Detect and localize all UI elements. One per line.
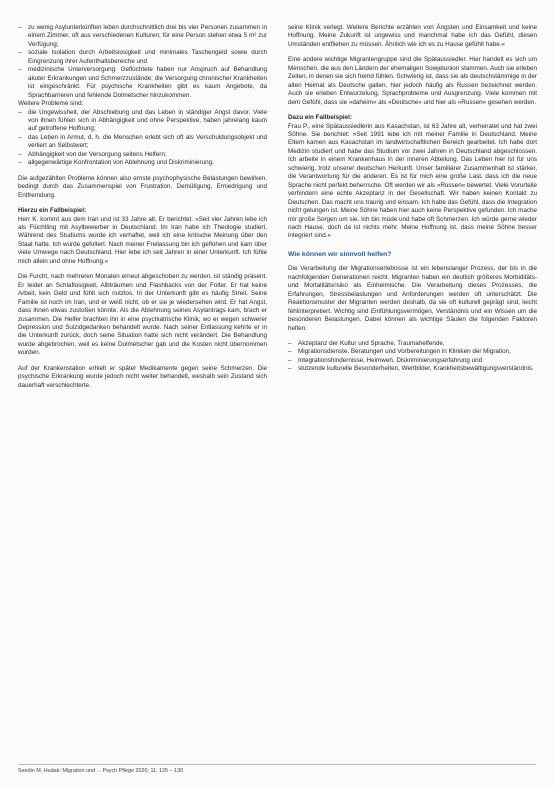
list-item: – das Leben in Armut, d. h. die Menschen erlebt sich oft als Verschuldungsobjekt und verliert an Selbstwert; — [18, 134, 267, 151]
list-item: – stützende kulturelle Besonderheiten, Wertbilder, Krankheitsbewältigungsverständnis. — [288, 365, 537, 373]
paragraph: Die aufgezählten Probleme können also ernste psychophysische Belastungen bewirken, bedingt durch das Zusammenspiel von Frustration, Demütigung, Erniedrigung und Entfremdung. — [18, 174, 267, 199]
case-heading: Dazu ein Fallbeispiel: — [288, 114, 353, 122]
left-column — [18, 24, 267, 397]
further-problems-block — [18, 100, 267, 168]
paragraph: Die Furcht, nach mehreren Monaten erneut abgeschoben zu werden, ist ständig präsent. Er leidet an Schlaflosigkeit, Albträumen und Flashbacks von der Folter. Er hat keine Arbeit, kein Geld und fühlt sich nutzlos. In der Unterkunft gibt es häufig Streit. Seine Familie ist noch im Iran, und er weiß nicht, ob er sie je wiedersehen wird. Er hat Angst, dass ihnen etwas zustoßen könnte. Als die Ablehnung seines Asylantrags kam, brach er zusammen. Die Helfer brachten ihn in eine psychiatrische Klinik, wo er wegen schwerer Depression und Suizidgedanken behandelt wurde. Nach seiner Entlassung kehrte er in die Unterkunft zurück, doch seine Situation hatte sich nicht verändert. Die Behandlung wurde abgebrochen, weil es keine Dolmetscher gab und die Kosten nicht übernommen wurden. — [18, 273, 267, 357]
case-study-1 — [18, 207, 267, 266]
living-conditions-list — [18, 24, 267, 100]
page-footer: Seedin M. Hudak: Migration und ... Psych Pflege 2020; 11: 125 – 130 — [18, 764, 536, 774]
list-item: – medizinische Unterversorgung: Geflüchtete haben nur Anspruch auf Behandlung akuter Erkrankungen und Schmerzzustände; die Versorgung chronischer Krankheiten ist eingeschränkt. Für psychische Krankheiten gibt es kaum Angebote, da Sprachbarrieren und fehlende Dolmetscher hinzukommen. — [18, 66, 267, 100]
help-factors-list — [288, 340, 537, 374]
section-heading: Wie können wir sinnvoll helfen? — [288, 250, 392, 258]
list-item: – soziale Isolation durch Arbeitslosigkeit und minimales Taschengeld sowie durch Eingrenzung ihrer Aufenthaltsbereiche und — [18, 49, 267, 66]
list-item: – Akzeptanz der Kultur und Sprache, Traumahelfende, — [288, 340, 537, 348]
case-study-2 — [288, 114, 537, 241]
case-text: Frau P., eine Spätaussiedlerin aus Kasachstan, ist 63 Jahre alt, verheiratet und hat zwei Söhne. Sie berichtet: »Seit 1991 lebe ich mit meiner Familie in Deutschland. Meine Eltern kamen aus Kasachstan im landwirtschaftlichen Bereich gearbeitet. Ich habe dort Medizin studiert und habe das Studium vor zwei Jahren in Deutschland abgeschlossen. Ich arbeite in einem Krankenhaus in der inneren Abteilung. Das Leben hier ist für uns schwierig, trotz unserer deutschen Herkunft. Unser familiärer Zusammenhalt ist stärker, die Verantwortung für die anderen. Es ist für mich eine große Last, dass ich die neue Sprache nicht perfekt beherrsche. Oft werden wir als »Russen« bewertet. Viele Vorurteile verhindern eine echte Akzeptanz in der Gesellschaft. Wir haben keinen Kontakt zu Deutschen. Das macht uns traurig und einsam. Ich habe das Gefühl, dass die Integration nicht gelungen ist. Meine Söhne haben hier auch keine Perspektive gefunden. Ich mache mir große Sorgen um sie. Ich bin müde und habe oft Schmerzen. Ich würde gerne wieder nach Hause, doch da ist nichts mehr. Meine Hoffnung ist, dass meine Söhne besser integriert sind.« — [288, 122, 537, 240]
list-item: – Abhängigkeit von der Versorgung seitens Helfern; — [18, 151, 267, 159]
problems-list — [18, 109, 267, 168]
list-item: – Migrationsdienste, Beratungen und Vorbereitungen in Kliniken der Migration, — [288, 348, 537, 356]
list-item: – allgegenwärtige Konfrontation von Ablehnung und Diskriminierung. — [18, 159, 267, 167]
paragraph: Die Verarbeitung der Migrationserlebnisse ist ein lebenslanger Prozess, der bis in die nachfolgenden Generationen reicht. Migranten haben ein deutlich größeres Morbiditäts- und Mortalitätsrisiko als Einheimische. Die Verarbeitung dieses Prozesses, die Erfahrungen, Stressbelastungen und Anforderungen werden oft unterschätzt. Die Reaktionsmuster der Migranten werden deshalb, da sie oft kulturell geprägt sind, leicht fehlinterpretiert. Wichtig sind Einfühlungsvermögen, Verständnis und ein Wissen um die besonderen Belastungen. Dabei können als wichtige Säulen die folgenden Faktoren helfen: — [288, 265, 537, 332]
paragraph: Auf der Krankenstation erhielt er später Medikamente gegen seine Schmerzen. Die psychische Erkrankung wurde jedoch nicht weiter behandelt, weshalb sein Zustand sich dauerhaft verschlechterte. — [18, 364, 267, 389]
right-column — [288, 24, 537, 374]
problems-intro: Weitere Probleme sind: — [18, 100, 84, 108]
list-item: – die Ungewissheit, der Abschiebung und das Leben in ständiger Angst davor. Viele von ihnen fühlen sich in Abhängigkeit und ohne Perspektive, haben jahrelang kaum auf getroffene Hoffnung; — [18, 109, 267, 134]
paragraph: Eine andere wichtige Migrantengruppe sind die Spätaussiedler. Hier handelt es sich um Menschen, die aus den Ländern der ehemaligen Sowjetunion stammen. Auch sie erleben Zeiten, in denen sie sich fremd fühlen. Schwierig ist, dass sie als deutschstämmige in der alten Heimat als Deutsche galten, hier jedoch häufig als Russen bezeichnet werden. Auch sie erleben Entwurzelung, Sprachprobleme und Ausgrenzung. Viele kommen mit dem Gefühl, dass sie »daheim« als »Deutsche« und hier als »Russen« gesehen werden. — [288, 56, 537, 106]
paragraph: seine Klinik verlegt. Weitere Berichte erzählen von Ängsten und Einsamkeit und keine Hoffnung. Meine Zukunft ist ungewiss und manchmal habe ich das Gefühl, diesen Umständen entfliehen zu müssen. Ähnlich wie ich es zu Hause gefühlt habe.« — [288, 24, 537, 48]
list-item: – zu wenig Asylunterkünften leben durchschnittlich drei bis vier Personen zusammen in einem Zimmer, oft aus verschiedenen Kulturen; für eine Person stehen etwa 5 m² zur Verfügung; — [18, 24, 267, 49]
case-heading: Hierzu ein Fallbeispiel: — [18, 207, 87, 215]
case-text: Herr K. kommt aus dem Iran und ist 33 Jahre alt. Er berichtet: »Seit vier Jahren lebe ich als Flüchtling mit Asylbewerber in Deutschland. Im Iran habe ich Theologie studiert. Während des Studiums wurde ich verhaftet, weil ich eine kritische Meinung über den Staat hatte. Ich wurde gefoltert. Nach meiner Freilassung bin ich geflohen und kam über viele Umwege nach Deutschland. Hier lebe ich seit Jahren in einer Unterkunft. Ich fühle mich allein und ohne Hoffnung.« — [18, 215, 267, 265]
list-item: – Integrationshindernisse, Heimweh, Diskriminierungserfahrung und — [288, 357, 537, 365]
